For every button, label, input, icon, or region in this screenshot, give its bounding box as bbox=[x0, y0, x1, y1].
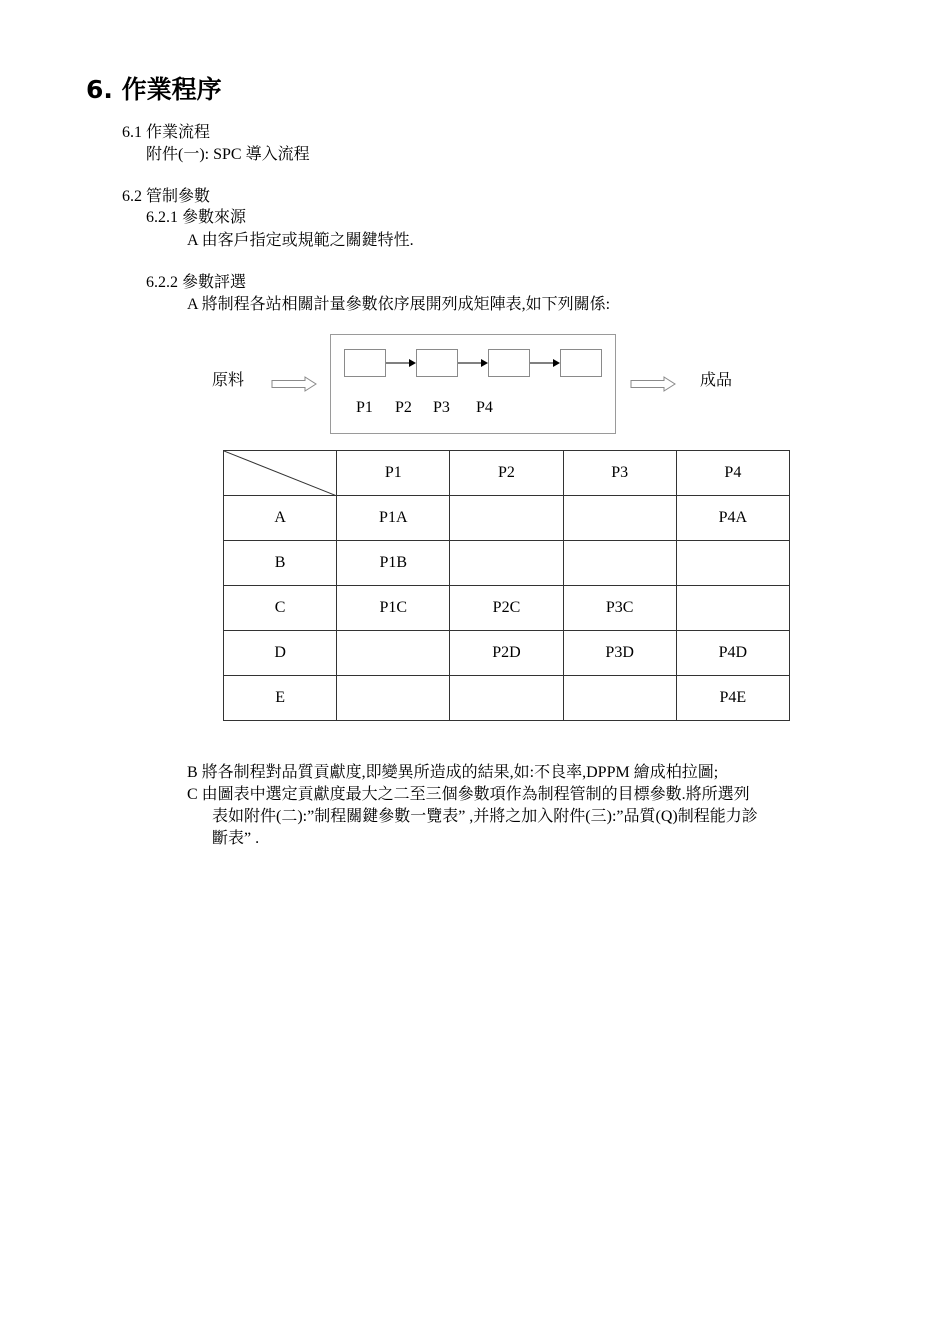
row-header: D bbox=[224, 631, 337, 676]
process-step-label-p1: P1 bbox=[356, 399, 373, 416]
table-cell: P4A bbox=[676, 496, 789, 541]
process-flow-box bbox=[330, 334, 616, 434]
subsection-6-2-1-title: 6.2.1 參數來源 bbox=[146, 209, 247, 226]
flow-input-label: 原料 bbox=[212, 372, 245, 389]
table-cell: P1A bbox=[337, 496, 450, 541]
table-cell: P4D bbox=[676, 631, 789, 676]
table-cell: P3C bbox=[563, 586, 676, 631]
subsection-6-1-title: 6.1 作業流程 bbox=[122, 124, 211, 141]
item-c-line-2: 表如附件(二):”制程關鍵參數一覽表” ,并將之加入附件(三):”品質(Q)制程能力診 bbox=[212, 808, 758, 825]
table-cell bbox=[563, 496, 676, 541]
section-heading bbox=[86, 70, 222, 106]
subsection-6-2-title: 6.2 管制參數 bbox=[122, 188, 211, 205]
row-header: A bbox=[224, 496, 337, 541]
step-connector-arrows bbox=[331, 335, 617, 435]
table-row bbox=[224, 631, 790, 676]
process-step-label-p2: P2 bbox=[395, 399, 412, 416]
parameter-matrix-table bbox=[223, 450, 790, 721]
subsection-6-2-2-title: 6.2.2 參數評選 bbox=[146, 274, 247, 291]
table-row bbox=[224, 496, 790, 541]
row-header: B bbox=[224, 541, 337, 586]
item-b-pareto-line: B 將各制程對品質貢獻度,即變異所造成的結果,如:不良率,DPPM 繪成柏拉圖; bbox=[187, 764, 719, 781]
table-row bbox=[224, 586, 790, 631]
table-cell: P3D bbox=[563, 631, 676, 676]
table-cell: P1B bbox=[337, 541, 450, 586]
input-arrow-icon bbox=[271, 376, 317, 392]
row-header: E bbox=[224, 676, 337, 721]
column-header: P3 bbox=[563, 451, 676, 496]
item-c-line-1: C 由圖表中選定貢獻度最大之二至三個參數項作為制程管制的目標參數.將所選列 bbox=[187, 786, 750, 803]
table-header-row bbox=[224, 451, 790, 496]
table-cell bbox=[563, 541, 676, 586]
table-cell: P4E bbox=[676, 676, 789, 721]
table-row bbox=[224, 676, 790, 721]
column-header: P1 bbox=[337, 451, 450, 496]
table-cell bbox=[676, 586, 789, 631]
table-cell bbox=[337, 676, 450, 721]
table-cell: P2D bbox=[450, 631, 563, 676]
output-arrow-icon bbox=[630, 376, 676, 392]
table-cell bbox=[450, 676, 563, 721]
corner-cell bbox=[224, 451, 337, 496]
table-cell: P2C bbox=[450, 586, 563, 631]
table-cell bbox=[450, 496, 563, 541]
table-row bbox=[224, 541, 790, 586]
process-step-label-p3: P3 bbox=[433, 399, 450, 416]
attachment-1-line: 附件(一): SPC 導入流程 bbox=[146, 146, 310, 163]
row-header: C bbox=[224, 586, 337, 631]
column-header: P4 bbox=[676, 451, 789, 496]
diagonal-divider bbox=[224, 451, 337, 496]
section-title: 作業程序 bbox=[121, 75, 222, 104]
parameter-selection-line: A 將制程各站相關計量參數依序展開列成矩陣表,如下列關係: bbox=[187, 296, 611, 313]
table-cell bbox=[450, 541, 563, 586]
table-cell bbox=[676, 541, 789, 586]
flow-output-label: 成品 bbox=[700, 372, 733, 389]
table-cell: P1C bbox=[337, 586, 450, 631]
section-number: 6. bbox=[86, 75, 113, 104]
process-step-label-p4: P4 bbox=[476, 399, 493, 416]
table-cell bbox=[563, 676, 676, 721]
column-header: P2 bbox=[450, 451, 563, 496]
item-c-line-3: 斷表” . bbox=[212, 830, 260, 847]
parameter-source-line: A 由客戶指定或規範之關鍵特性. bbox=[187, 232, 414, 249]
table-cell bbox=[337, 631, 450, 676]
